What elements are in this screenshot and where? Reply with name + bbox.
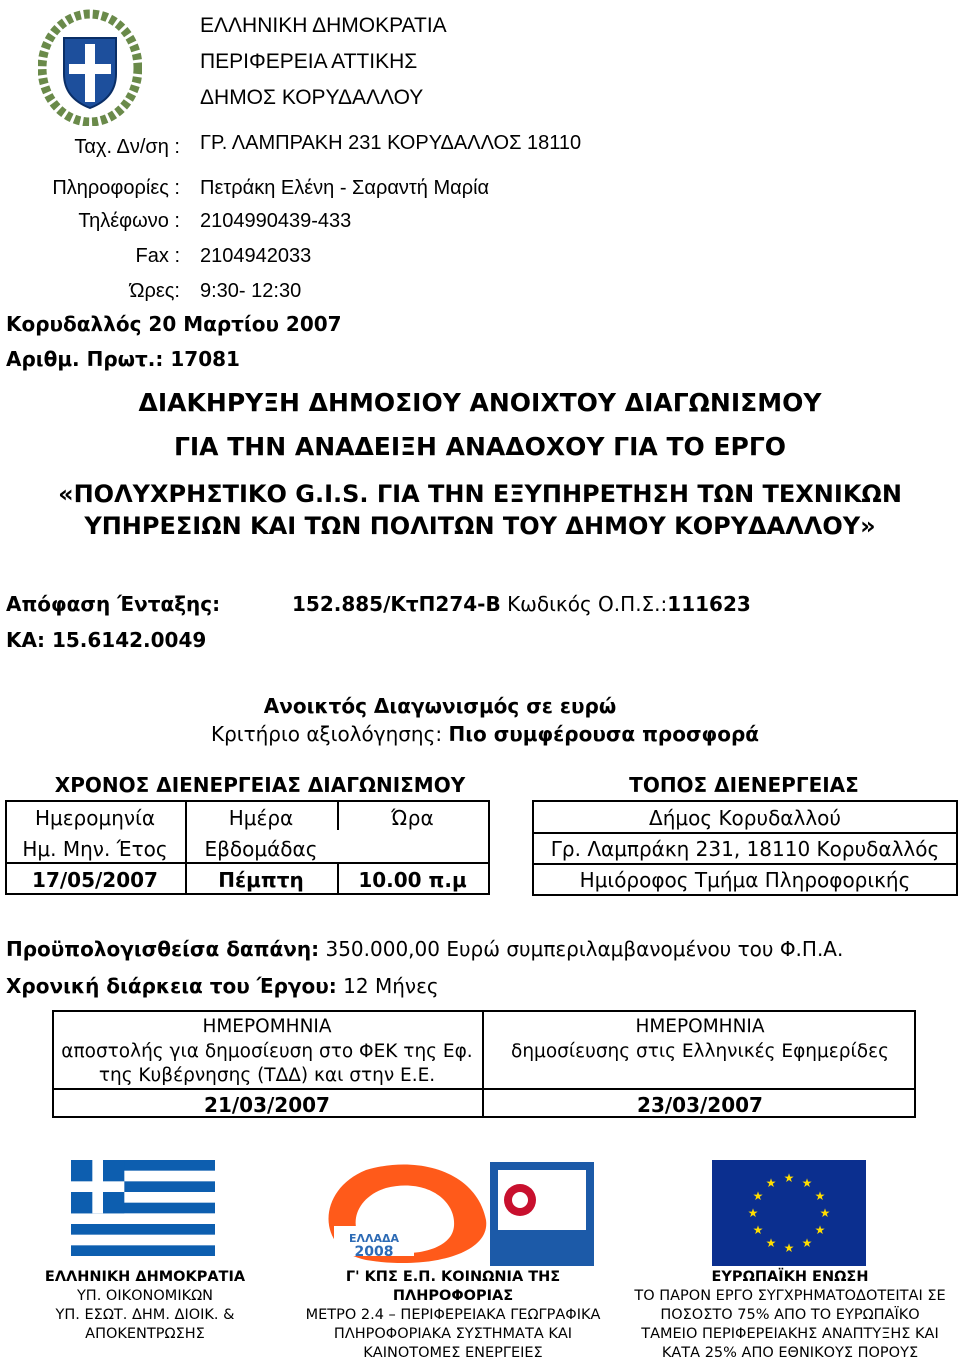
budget-label: Προϋπολογισθείσα δαπάνη: bbox=[6, 937, 320, 961]
ops-value: 111623 bbox=[667, 592, 751, 616]
greek-emblem-logo bbox=[38, 8, 142, 126]
svg-text:2008: 2008 bbox=[354, 1244, 394, 1260]
hours-value: 9:30- 12:30 bbox=[200, 280, 302, 302]
footer-center-line-2: ΠΛΗΡΟΦΟΡΙΑΣ bbox=[392, 1288, 514, 1304]
fax-label: Fax : bbox=[135, 245, 180, 267]
header-line-1: ΕΛΛΗΝΙΚΗ ΔΗΜΟΚΡΑΤΙΑ bbox=[200, 14, 447, 37]
budget bbox=[6, 937, 843, 961]
decision-label: Απόφαση Ένταξης: bbox=[6, 592, 221, 616]
place-line-3: Ημιόροφος Τμήμα Πληροφορικής bbox=[579, 868, 911, 892]
ka-code: ΚΑ: 15.6142.0049 bbox=[6, 628, 207, 652]
header-line-2: ΠΕΡΙΦΕΡΕΙΑ ΑΤΤΙΚΗΣ bbox=[200, 50, 418, 73]
duration-value: 12 Μήνες bbox=[343, 974, 439, 998]
phone-value: 2104990439-433 bbox=[200, 210, 352, 232]
place-line-2: Γρ. Λαμπράκη 231, 18110 Κορυδαλλός bbox=[550, 837, 940, 861]
footer-left-line-1: ΕΛΛΗΝΙΚΗ ΔΗΜΟΚΡΑΤΙΑ bbox=[44, 1269, 246, 1285]
info-value: Πετράκη Ελένη - Σαραντή Μαρία bbox=[200, 177, 490, 199]
eu-flag-logo bbox=[712, 1160, 866, 1266]
tender-day: Πέμπτη bbox=[218, 868, 304, 892]
footer-center-line-1: Γ' ΚΠΣ Ε.Π. ΚΟΙΝΩΝΙΑ ΤΗΣ bbox=[345, 1269, 561, 1285]
title-line-1: ΔΙΑΚΗΡΥΞΗ ΔΗΜΟΣΙΟΥ ΑΝΟΙΧΤΟΥ ΔΙΑΓΩΝΙΣΜΟΥ bbox=[138, 388, 822, 417]
svg-text:★: ★ bbox=[765, 1176, 777, 1190]
decision-code bbox=[292, 592, 751, 616]
col-date-header-2: Ημ. Μην. Έτος bbox=[22, 837, 168, 861]
place-header: ΤΟΠΟΣ ΔΙΕΝΕΡΓΕΙΑΣ bbox=[629, 773, 859, 797]
title-line-3: «ΠΟΛΥΧΡΗΣΤΙΚΟ G.I.S. ΓΙΑ ΤΗΝ ΕΞΥΠΗΡΕΤΗΣΗ ΤΩΝ ΤΕΧΝΙΚΩΝ bbox=[58, 480, 902, 508]
date-line: Κορυδαλλός 20 Μαρτίου 2007 bbox=[6, 312, 342, 336]
svg-text:★: ★ bbox=[747, 1206, 759, 1220]
tender-date: 17/05/2007 bbox=[32, 868, 158, 892]
criterion-label: Κριτήριο αξιολόγησης: bbox=[210, 722, 443, 746]
hours-label: Ώρες: bbox=[129, 280, 180, 302]
greek-flag-logo bbox=[70, 1160, 216, 1256]
fax-value: 2104942033 bbox=[200, 245, 312, 267]
info-label: Πληροφορίες : bbox=[52, 177, 180, 199]
criterion bbox=[0, 722, 960, 746]
duration-label: Χρονική διάρκεια του Έργου: bbox=[6, 974, 337, 998]
col-time-header: Ώρα bbox=[391, 806, 434, 830]
svg-text:ΕΛΛΑΔΑ: ΕΛΛΑΔΑ bbox=[348, 1232, 400, 1245]
footer-center-line-3: ΜΕΤΡΟ 2.4 – ΠΕΡΙΦΕΡΕΙΑΚΑ ΓΕΩΓΡΑΦΙΚΑ bbox=[305, 1307, 601, 1323]
pub-left-date: 21/03/2007 bbox=[204, 1093, 330, 1117]
footer-right-line-4: ΤΑΜΕΙΟ ΠΕΡΙΦΕΡΕΙΑΚΗΣ ΑΝΑΠΤΥΞΗΣ ΚΑΙ bbox=[641, 1326, 939, 1342]
pub-left-title: ΗΜΕΡΟΜΗΝΙΑ bbox=[202, 1016, 332, 1037]
title-line-2: ΓΙΑ ΤΗΝ ΑΝΑΔΕΙΞΗ ΑΝΑΔΟΧΟΥ ΓΙΑ ΤΟ ΕΡΓΟ bbox=[173, 432, 787, 461]
col-day-header-2: Εβδομάδας bbox=[204, 837, 318, 861]
budget-value: 350.000,00 Ευρώ συμπεριλαμβανομένου του Φ.Π.Α. bbox=[325, 937, 844, 961]
time-header: ΧΡΟΝΟΣ ΔΙΕΝΕΡΓΕΙΑΣ ΔΙΑΓΩΝΙΣΜΟΥ bbox=[54, 773, 466, 797]
col-date-header-1: Ημερομηνία bbox=[34, 806, 156, 830]
footer-right-line-1: ΕΥΡΩΠΑΪΚΗ ΕΝΩΣΗ bbox=[711, 1269, 869, 1285]
decision-code-value: 152.885/ΚτΠ274-Β bbox=[292, 592, 501, 616]
ops-label: Κωδικός Ο.Π.Σ.: bbox=[507, 592, 668, 616]
svg-text:★: ★ bbox=[783, 1241, 795, 1255]
svg-text:★: ★ bbox=[801, 1236, 813, 1250]
footer-right-line-5: ΚΑΤΑ 25% ΑΠΟ ΕΘΝΙΚΟΥΣ ΠΟΡΟΥΣ bbox=[661, 1345, 919, 1361]
footer-left-line-2: ΥΠ. ΟΙΚΟΝΟΜΙΚΩΝ bbox=[76, 1288, 214, 1304]
pub-right-date: 23/03/2007 bbox=[637, 1093, 763, 1117]
pub-left-line-1: αποστολής για δημοσίευση στο ΦΕΚ της Εφ. bbox=[61, 1041, 473, 1062]
col-day-header-1: Ημέρα bbox=[228, 806, 294, 830]
footer-right-line-3: ΠΟΣΟΣΤΟ 75% ΑΠΟ ΤΟ ΕΥΡΩΠΑΪΚΟ bbox=[660, 1307, 920, 1323]
footer-right bbox=[622, 1268, 958, 1363]
phone-label: Τηλέφωνο : bbox=[78, 210, 180, 232]
title-line-4: ΥΠΗΡΕΣΙΩΝ ΚΑΙ ΤΩΝ ΠΟΛΙΤΩΝ ΤΟΥ ΔΗΜΟΥ ΚΟΡΥΔΑΛΛΟΥ» bbox=[84, 512, 876, 540]
address-label: Ταχ. Δν/ση : bbox=[74, 136, 180, 158]
footer-left-line-3: ΥΠ. ΕΣΩΤ. ΔΗΜ. ΔΙΟΙΚ. & bbox=[55, 1307, 235, 1323]
pub-right-title: ΗΜΕΡΟΜΗΝΙΑ bbox=[635, 1016, 765, 1037]
svg-text:★: ★ bbox=[819, 1206, 831, 1220]
svg-text:★: ★ bbox=[814, 1223, 826, 1237]
tender-type: Ανοικτός Διαγωνισμός σε ευρώ bbox=[263, 694, 617, 718]
protocol-number: Αριθμ. Πρωτ.: 17081 bbox=[6, 347, 240, 371]
footer-center-line-5: ΚΑΙΝΟΤΟΜΕΣ ΕΝΕΡΓΕΙΕΣ bbox=[363, 1345, 543, 1361]
svg-text:★: ★ bbox=[783, 1171, 795, 1185]
svg-text:★: ★ bbox=[814, 1189, 826, 1203]
header-line-3: ΔΗΜΟΣ ΚΟΡΥΔΑΛΛΟΥ bbox=[200, 86, 424, 109]
criterion-value: Πιο συμφέρουσα προσφορά bbox=[448, 722, 759, 746]
pub-right-line-1: δημοσίευσης στις Ελληνικές Εφημερίδες bbox=[511, 1041, 889, 1062]
footer-center-line-4: ΠΛΗΡΟΦΟΡΙΑΚΑ ΣΥΣΤΗΜΑΤΑ ΚΑΙ bbox=[333, 1326, 573, 1342]
svg-text:★: ★ bbox=[752, 1223, 764, 1237]
footer-left-line-4: ΑΠΟΚΕΝΤΡΩΣΗΣ bbox=[85, 1326, 205, 1342]
svg-text:★: ★ bbox=[752, 1189, 764, 1203]
svg-text:★: ★ bbox=[801, 1176, 813, 1190]
pub-left-line-2: της Κυβέρνησης (ΤΔΔ) και στην Ε.Ε. bbox=[98, 1065, 436, 1086]
footer-right-line-2: ΤΟ ΠΑΡΟΝ ΕΡΓΟ ΣΥΓΧΡΗΜΑΤΟΔΟΤΕΙΤΑΙ ΣΕ bbox=[634, 1288, 946, 1304]
hellas-2008-logo bbox=[306, 1160, 596, 1266]
footer-left bbox=[20, 1268, 270, 1344]
svg-text:★: ★ bbox=[765, 1236, 777, 1250]
duration bbox=[6, 974, 439, 998]
footer-center bbox=[288, 1268, 618, 1363]
address-value: ΓΡ. ΛΑΜΠΡΑΚΗ 231 ΚΟΡΥΔΑΛΛΟΣ 18110 bbox=[200, 132, 582, 154]
tender-time: 10.00 π.μ bbox=[358, 868, 467, 892]
place-line-1: Δήμος Κορυδαλλού bbox=[649, 806, 841, 830]
